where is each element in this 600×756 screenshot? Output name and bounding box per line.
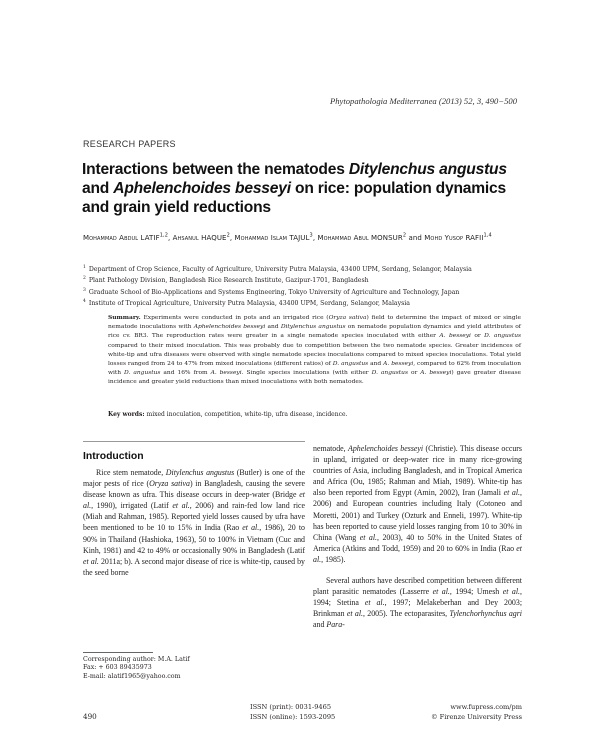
journal-citation [330,96,517,106]
affiliation: $^4$ Institute of Tropical Agriculture, University Putra Malaysia, 43400 UPM, Serdang, Selangor, Malaysia [83,299,410,308]
affiliation-list [83,263,523,308]
keywords: Key words: mixed inoculation, competition, white-tip, ufra disease, incidence. [108,411,348,418]
intro-divider [83,441,305,442]
author: Mohammad Abdul LATIF$^{1,2}$, [83,233,173,243]
corresponding-author: Corresponding author: M.A. Latif [83,656,190,663]
issn-online: ISSN (online): 1593-2095 [250,712,336,721]
affiliation: $^1$ Department of Crop Science, Faculty of Agriculture, University Putra Malaysia, 43400 UPM, Serdang, Selangor, Malaysia [83,265,472,274]
paper-title: Interactions between the nematodes Ditylenchus angustus and Aphelenchoides besseyi on rice: population dynamics and grain yield reductions [82,161,507,216]
intro-column-right [313,443,522,631]
issn-print: ISSN (print): 0031-9465 [250,703,332,711]
intro-column-left [83,467,305,578]
issn-block [250,703,335,722]
email: E-mail: alatif1965@yahoo.com [83,672,181,680]
affiliation: $^3$ Graduate School of Bio-Applications and Systems Engineering, Tokyo University of Agriculture and Technology, Japan [83,287,460,296]
section-label: RESEARCH PAPERS [83,139,176,149]
affiliation: $^2$ Plant Pathology Division, Bangladesh Rice Research Institute, Gazipur-1701, Bangladesh [83,276,369,285]
corresponding-author-footnote [83,656,283,681]
publisher-block [431,703,522,722]
journal-volume: (2013) 52, 3, 490−500 [436,96,517,106]
paragraph: Rice stem nematode, Ditylenchus angustus (Butler) is one of the major pests of rice (Oryza sativa) in Bangladesh, causing the severe disease known as ufra. This disease occurs in deep-water (Bridge et al., 1990), irrigated (Latif et al., 2006) and rain-fed low land rice (Miah and Rahman, 1985). Reported yield losses caused by ufra have been mentioned to be 10 to 15% in India (Rao et al., 1986), 20 to 90% in Thailand (Hashioka, 1963), 50 to 100% in Vietnam (Cuc and Kinh, 1981) and 42 to 49% or occasionally 90% in Bangladesh (Latif et al. 2011a; b). A second major disease of rice is white-tip, caused by the seed borne [83,468,306,577]
abstract: Summary. Experiments were conducted in pots and an irrigated rice (Oryza sativa) field to determine the impact of mixed or single nematode inoculations with Aphelenchoides besseyi and Ditylenchus angustus on nematode population dynamics and yield attributes of rice cv. BR3. The reproduction rates were greater in a single nematode species inoculated with either A. besseyi or D. angustus compared to their mixed inoculation. This was probably due to competition between the two nematode species. Greater incidences of white-tip and ufra diseases were observed with single nematode species inoculations compared to mixed species inoculations. Total yield losses ranged from 24 to 47% from mixed inoculations (different ratios) of D. angustus and A. besseyi, compared to 62% from inoculation with D. angustus and 16% from A. besseyi. Single species inoculations (with either D. angustus or A. besseyi) gave greater disease incidence and greater yield reductions than mixed inoculations with both nematodes. [108,314,522,386]
section-heading-introduction: Introduction [83,451,144,462]
copyright: © Firenze University Press [430,712,522,721]
footnote-divider [83,652,153,653]
paragraph: nematode, Aphelenchoides besseyi (Christie). This disease occurs in upland, irrigated or deep-water rice in many rice-growing countries of Asia, including Bangladesh, and in Tropical America and Africa (Ou, 1985; Rahman and Miah, 1989). White-tip has also been reported from Egypt (Amin, 2002), Iran (Jamali et al., 2006) and European countries including Italy (Cotoneo and Moretti, 2001) and Turkey (Ozturk and Enneli, 1997). White-tip has been reported to cause yield losses ranging from 10 to 30% in China (Wang et al., 2003), 40 to 50% in the United States of America (Atkins and Todd, 1959) and 20 to 60% in India (Rao et al., 1985). [313,444,523,564]
author: Ahsanul HAQUE$^2$, [172,233,235,243]
page-number: 490 [83,712,97,721]
author: Mohammad Abul MONSUR$^2$ and [317,233,425,243]
fax: Fax: + 603 89435973 [83,664,152,672]
author-list [83,231,523,244]
author: Mohd Yusop RAFII$^{1,4}$ [424,233,492,243]
journal-url[interactable]: www.fupress.com/pm [450,703,522,711]
paragraph: Several authors have described competition between different plant parasitic nematodes (Lasserre et al., 1994; Umesh et al., 1994; Stetina et al., 1997; Melakeberhan and Dey 2003; Brinkman et al., 2005). The ectoparasites, Tylenchorhynchus agri and Para- [313,576,523,630]
author: Mohammad Islam TAJUL$^3$, [234,233,318,243]
journal-name: Phytopathologia Mediterranea [330,96,437,106]
